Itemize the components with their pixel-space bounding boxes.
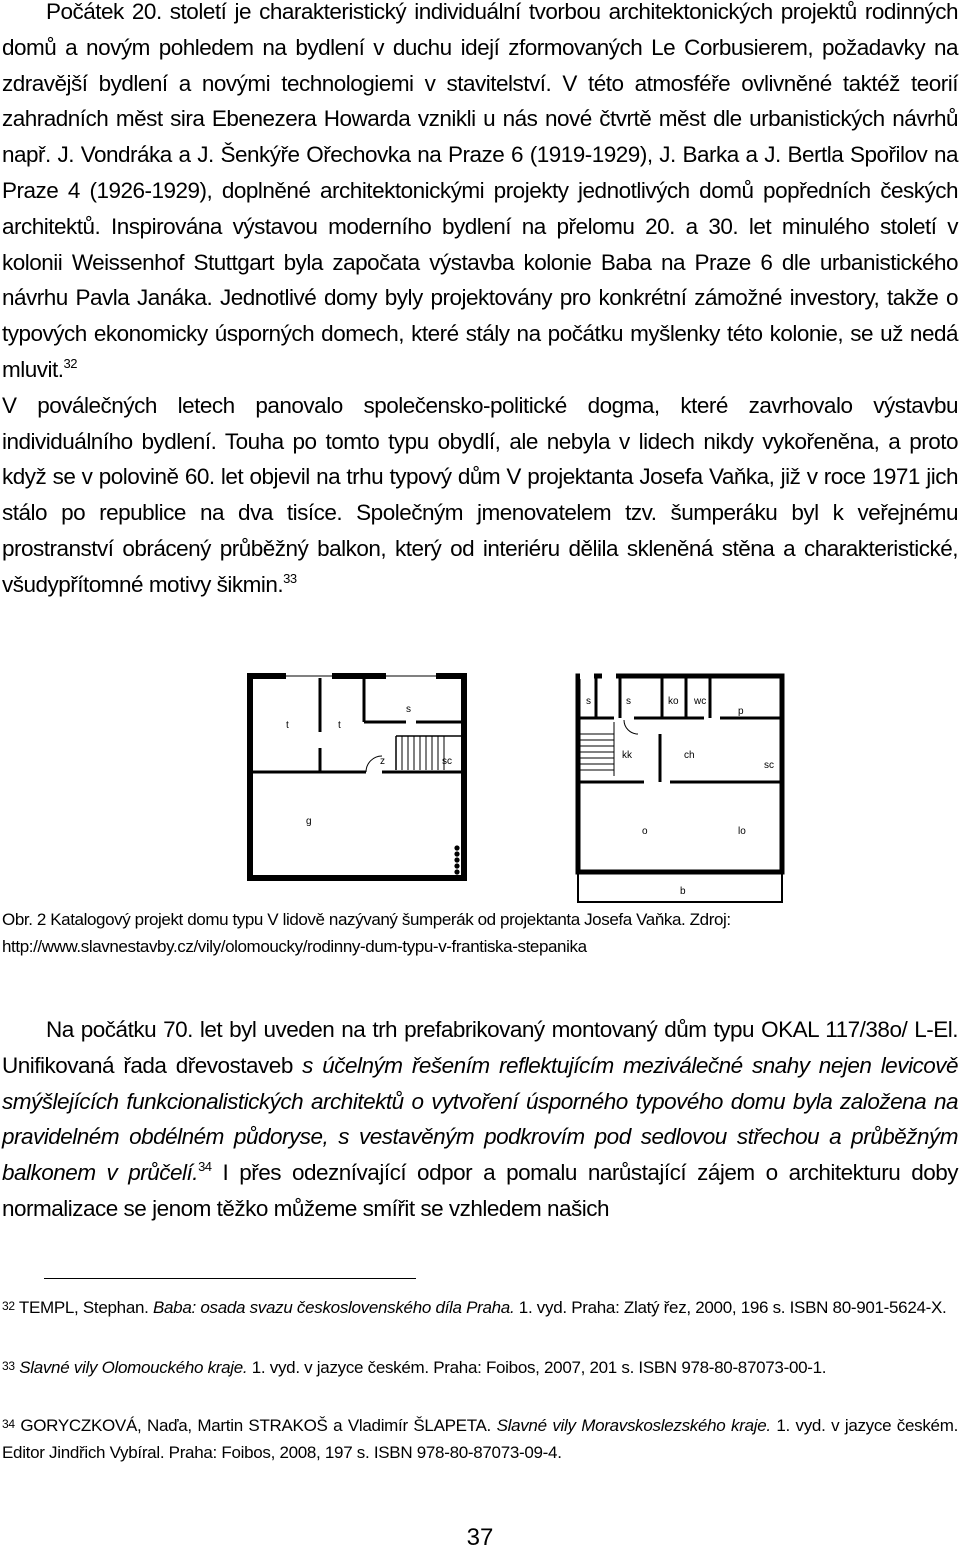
room-label: z xyxy=(380,756,385,767)
room-label: p xyxy=(738,706,744,717)
upper-window xyxy=(602,673,616,679)
ground-stair-treads xyxy=(402,736,444,770)
footnote-ref-34[interactable]: 34 xyxy=(198,1159,212,1175)
footnote-text: TEMPL, Stephan. xyxy=(14,1298,153,1317)
ground-floor-plan xyxy=(246,672,468,907)
page-number: 37 xyxy=(466,1524,494,1551)
upper-stair xyxy=(580,722,614,776)
room-label: wc xyxy=(694,696,707,707)
ground-stair xyxy=(396,736,462,770)
upper-inner-wall xyxy=(596,678,710,718)
footnote-title: Slavné vily Moravskoslezského kraje. xyxy=(496,1416,771,1435)
body-paragraph-2 xyxy=(2,1012,958,1227)
ground-inner-wall xyxy=(252,678,462,772)
paragraph-1-text-b: V poválečných letech panovalo společensko-politické dogma, které zavrhovalo výstavbu individuálního bydlení. Touha po tomto typu obydlí, ale nebyla v lidech nikdy vykořeněna, a proto když se v polovině 60. let objevil na trhu typový dům V projektanta Josefa Vaňka, již v roce 1971 jich stálo po republice na dva tisíce. Společným jmenovatelem tzv. šumperáku byl k veřejnému prostranství obrácený průběžný balkon, který od interiéru dělila skleněná stěna a charakteristické, všudypřítomné motivy šikmin. xyxy=(2,392,958,597)
paragraph-1-text-a: Počátek 20. století je charakteristický individuální tvorbou architektonických projektů rodinných domů a novým pohledem na bydlení v duchu idejí zformovaných Le Corbusierem, požadavky na zdravější bydlení a novými technologiemi v stavitelství. V této atmosféře ovlivněné taktéž teorií zahradních měst sira Ebenezera Howarda vznikli u nás nové čtvrtě měst dle urbanistických návrhů např. J. Vondráka a J. Šenkýře Ořechovka na Praze 6 (1919-1929), J. Barka a J. Bertla Spořilov na Praze 4 (1926-1929), doplněné architektonickými projekty jednotlivých domů popředních českých architektů. Inspirována výstavou moderního bydlení na přelomu 20. a 30. let minulého století v kolonii Weissenhof Stuttgart byla započata výstavba kolonie Baba na Praze 6 dle urbanistického návrhu Pavla Janáka. Jednotlivé domy byly projektovány pro konkrétní zámožné investory, takže o typových ekonomicky úsporných domech, které stály na počátku myšlenky této kolonie, se už nedá mluvit. xyxy=(2,0,958,382)
room-label: sc xyxy=(442,756,452,767)
upper-window xyxy=(580,673,594,679)
footnote-ref-33[interactable]: 33 xyxy=(283,570,297,586)
body-paragraph-1 xyxy=(2,0,958,603)
ground-outer-wall xyxy=(250,676,464,878)
room-label: o xyxy=(642,826,648,837)
footnote-number: 32 xyxy=(2,1299,15,1313)
upper-floor-plan xyxy=(574,672,796,907)
room-label: ch xyxy=(684,750,695,761)
footnote-text: 1. vyd. Praha: Zlatý řez, 2000, 196 s. ISBN 80-901-5624-X. xyxy=(514,1298,947,1317)
ground-inner-wall xyxy=(364,678,462,722)
ground-markers xyxy=(454,845,459,874)
footnote-number: 34 xyxy=(2,1417,15,1431)
room-label: s xyxy=(626,696,631,707)
footnote-text: GORYCZKOVÁ, Naďa, Martin STRAKOŠ a Vladimír ŠLAPETA. xyxy=(14,1416,497,1435)
room-label: s xyxy=(406,704,411,715)
room-label: b xyxy=(680,886,686,897)
footnote-title: Slavné vily Olomouckého kraje. xyxy=(19,1358,248,1377)
footnote-number: 33 xyxy=(2,1359,15,1373)
room-label: sc xyxy=(764,760,774,771)
footnote-33 xyxy=(2,1353,958,1382)
footnote-34 xyxy=(2,1411,958,1466)
upper-door-swing xyxy=(624,720,638,734)
room-label: kk xyxy=(622,750,632,761)
figure-caption: Obr. 2 Katalogový projekt domu typu V lidově nazývaný šumperák od projektanta Josefa Vaňka. Zdroj: http://www.slavnestavby.cz/vily/olomoucky/rodinny-dum-typu-v-frantiska-stepanika xyxy=(2,910,731,956)
paragraph-2-quote: s účelným řešením reflektujícím meziválečné snahy nejen levicově smýšlejících funkcionalistických architektů o vytvoření úsporného typového domu byla založena na pravidelném obdélném půdoryse, s vestavěným podkrovím pod sedlovou střechou a průběžným balkonem v průčelí. xyxy=(2,1052,958,1186)
footnote-title: Baba: osada svazu československého díla Praha. xyxy=(152,1298,515,1317)
footnote-text: 1. vyd. v jazyce českém. Praha: Foibos, 2007, 201 s. ISBN 978-80-87073-00-1. xyxy=(247,1358,827,1377)
room-label: s xyxy=(586,696,591,707)
footnote-ref-32[interactable]: 32 xyxy=(63,355,77,371)
paragraph-2-text-b: I přes odeznívající odpor a pomalu narůstající zájem o architekturu doby normalizace se jenom těžko můžeme smířit se vzhledem našich xyxy=(2,1160,958,1221)
floor-plans-figure xyxy=(0,672,960,907)
paragraph-2-text-a: Na počátku 70. let byl uveden na trh prefabrikovaný montovaný dům typu OKAL 117/38o/ L-El. Unifikovaná řada dřevostaveb xyxy=(2,1017,958,1078)
room-label: ko xyxy=(668,696,679,707)
room-label: g xyxy=(306,816,312,827)
footnote-separator xyxy=(44,1278,416,1279)
room-label: t xyxy=(286,720,289,731)
footnote-32 xyxy=(2,1293,958,1322)
room-label: t xyxy=(338,720,341,731)
room-label: lo xyxy=(738,826,746,837)
upper-outer-wall xyxy=(578,676,782,872)
footnote-text: 1. vyd. v jazyce českém. Editor Jindřich Vybíral. Praha: Foibos, 2008, 197 s. ISBN 978-80-87073-09-4. xyxy=(2,1416,958,1462)
